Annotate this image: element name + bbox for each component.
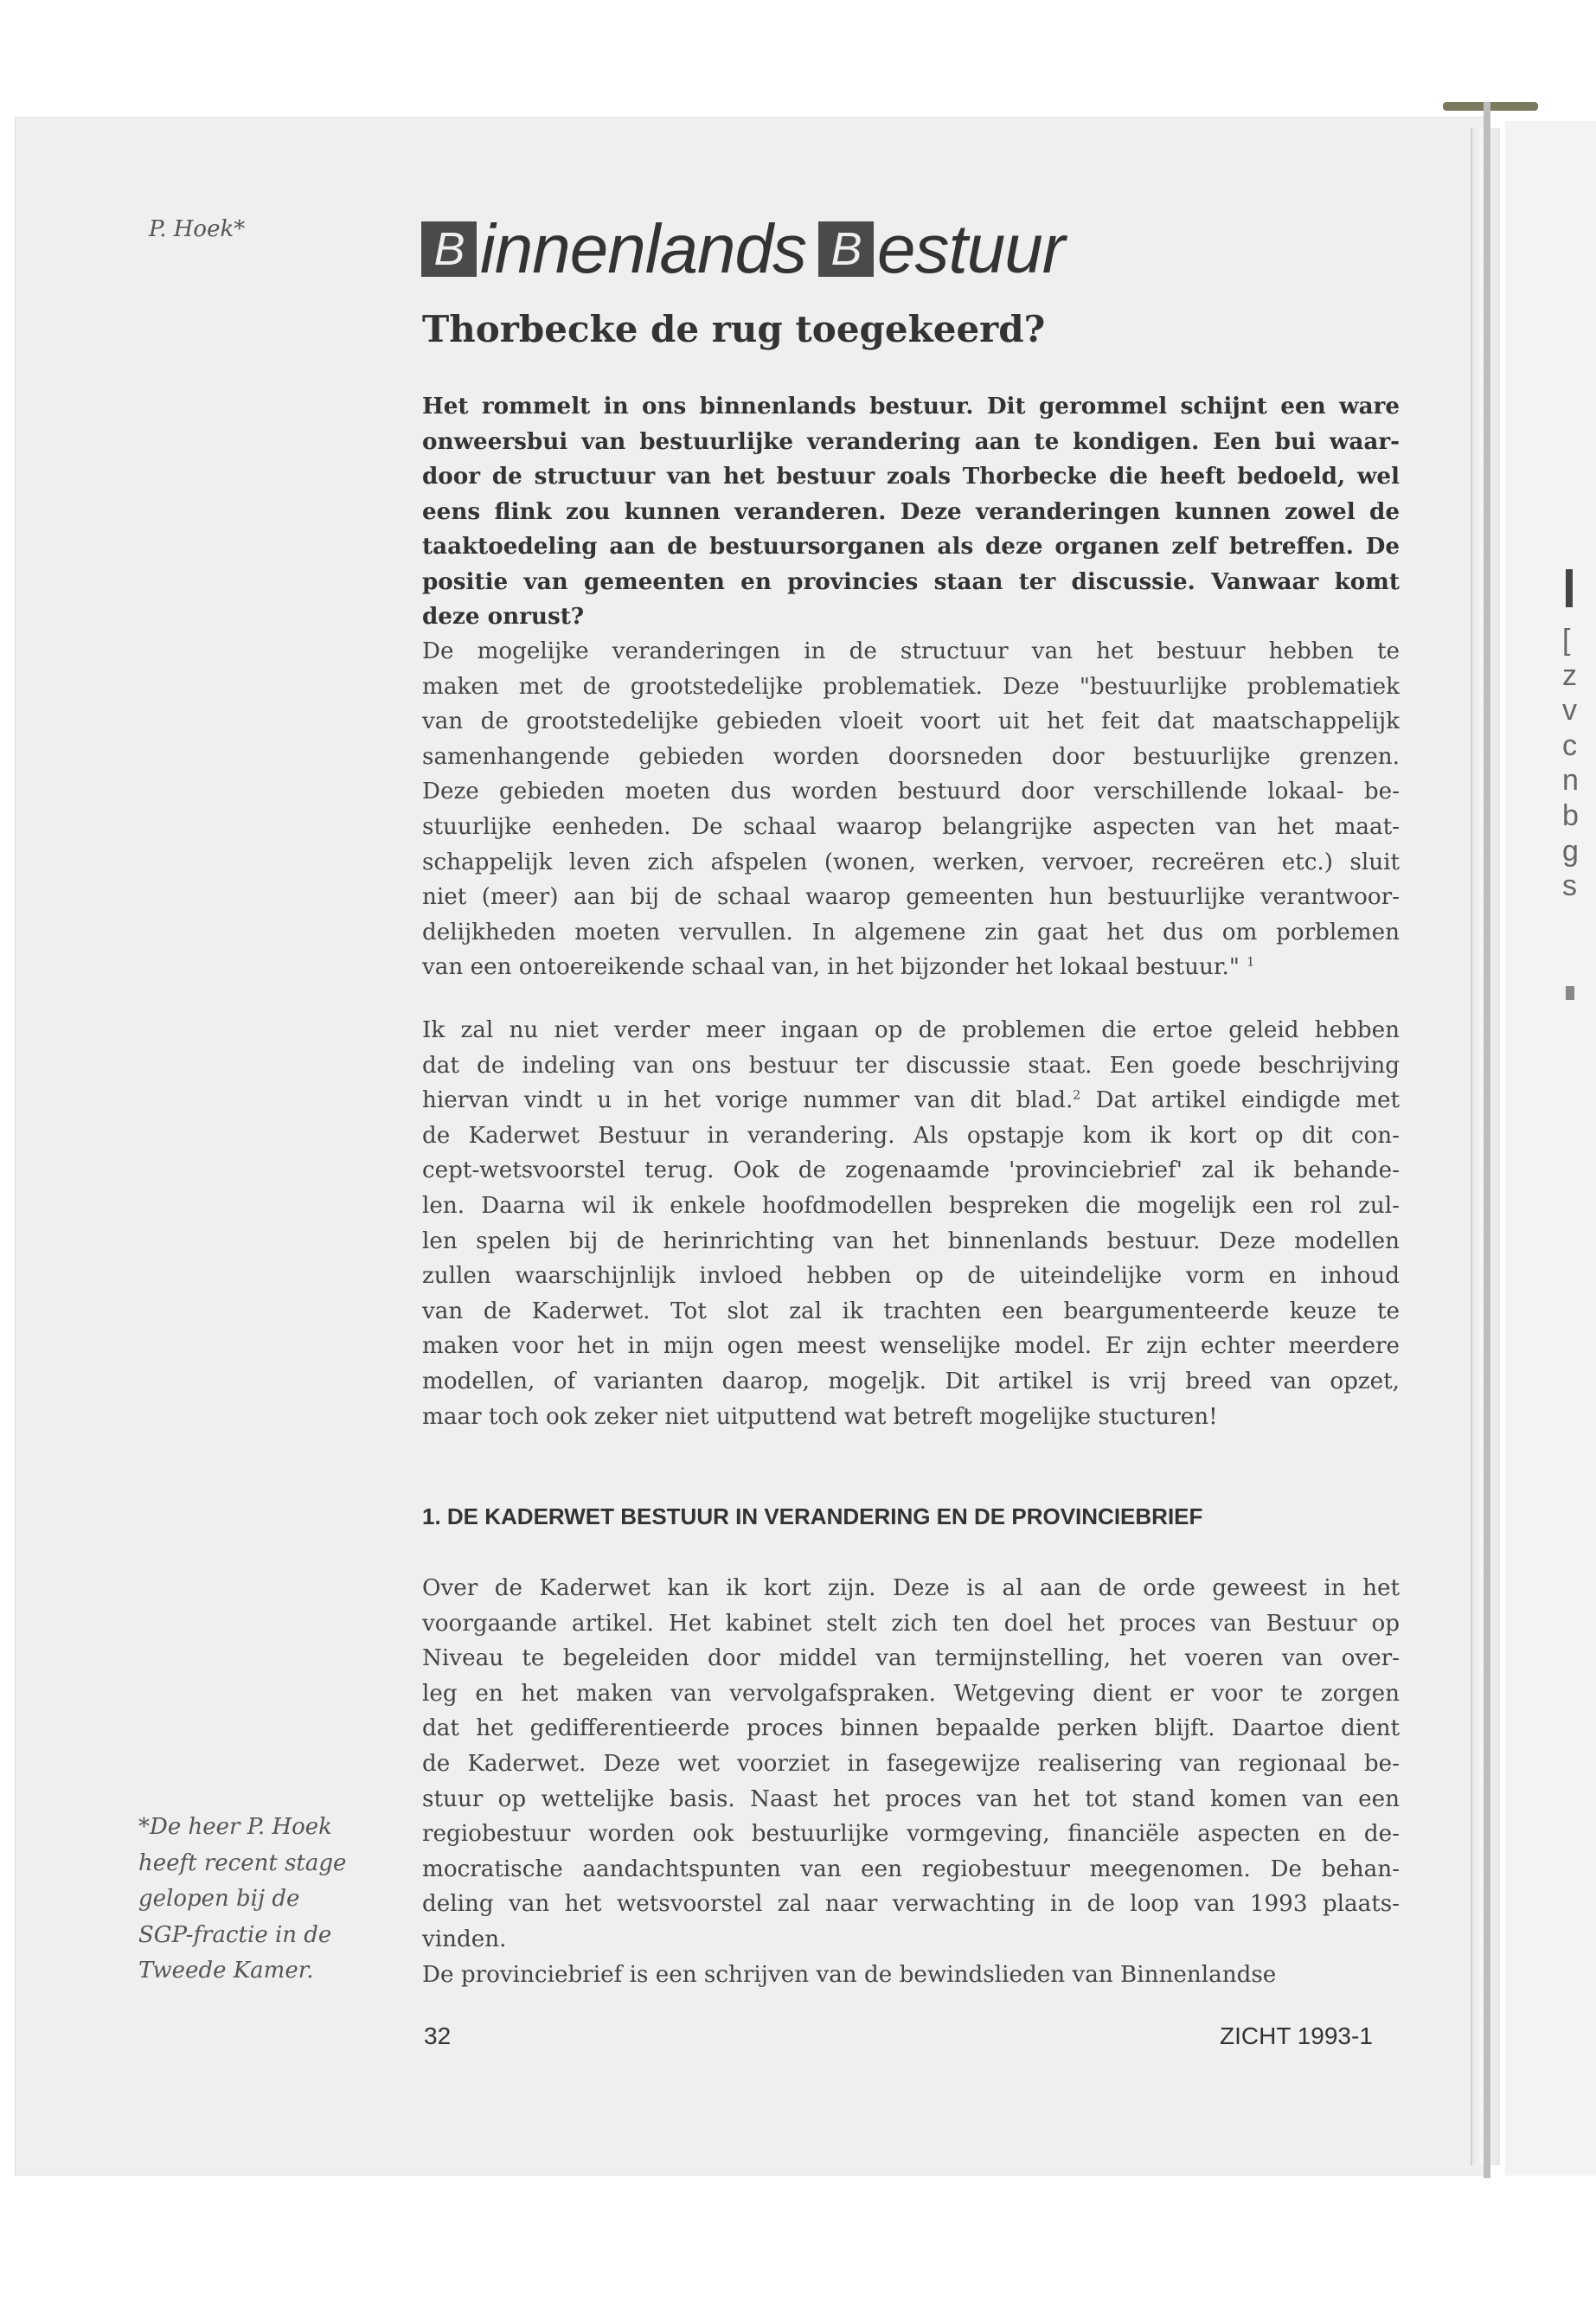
body-line: maar toch ook zeker niet uitputtend wat betreft mogelijke stucturen! <box>422 1403 1218 1430</box>
adjacent-page-marker <box>1566 569 1573 607</box>
body-line: hiervan vindt u in het vorige nummer van dit blad.$^2$ Dat artikel eindigde met <box>422 1087 1400 1114</box>
body-line: schappelijk leven zich afspelen (wonen, werken, vervoer, recreëren etc.) sluit <box>422 849 1400 875</box>
lead-line: taaktoedeling aan de bestuursorganen als deze organen zelf betreffen. De <box>422 533 1400 560</box>
binding-spine <box>1484 102 1490 2178</box>
footnote-line: gelopen bij de <box>138 1886 300 1912</box>
lead-paragraph <box>422 389 1400 635</box>
lead-line: eens flink zou kunnen veranderen. Deze veranderingen kunnen zowel de <box>422 497 1400 525</box>
footnote-reference: 2 <box>1073 1088 1081 1103</box>
body-line: Ik zal nu niet verder meer ingaan op de problemen die ertoe geleid hebben <box>422 1017 1400 1043</box>
lead-line: onweersbui van bestuurlijke verandering aan te kondigen. Een bui waar- <box>422 427 1400 455</box>
body-line: voorgaande artikel. Het kabinet stelt zich ten doel het proces van Bestuur op <box>422 1610 1400 1637</box>
body-line: regiobestuur worden ook bestuurlijke vormgeving, financiële aspecten en de- <box>422 1821 1400 1848</box>
footnote-line: Tweede Kamer. <box>138 1958 314 1984</box>
body-line: samenhangende gebieden worden doorsneden door bestuurlijke grenzen. <box>422 743 1400 770</box>
body-line: niet (meer) aan bij de schaal waarop gemeenten hun bestuurlijke verantwoor- <box>422 884 1400 911</box>
author-name: P. Hoek* <box>149 216 246 242</box>
body-line: mocratische aandachtspunten van een regiobestuur meegenomen. De behan- <box>422 1856 1400 1882</box>
body-line: zullen waarschijnlijk invloed hebben op de uiteindelijke vorm en inhoud <box>422 1263 1400 1290</box>
body-line: dat de indeling van ons bestuur ter discussie staat. Een goede beschrijving <box>422 1052 1400 1079</box>
body-line: len. Daarna wil ik enkele hoofdmodellen bespreken die mogelijk een rol zul- <box>422 1192 1400 1219</box>
body-line: van de Kaderwet. Tot slot zal ik trachten een beargumenteerde keuze te <box>422 1298 1400 1324</box>
body-line: van een ontoereikende schaal van, in het bijzonder het lokaal bestuur." $^1$ <box>422 954 1255 981</box>
lead-line: deze onrust? <box>422 603 585 630</box>
author-footnote <box>138 1810 363 1990</box>
body-line: modellen, of varianten daarop, mogeljk. Dit artikel is vrij breed van opzet, <box>422 1368 1400 1394</box>
masthead-initial-box: B <box>818 221 874 277</box>
section-heading: 1. DE KADERWET BESTUUR IN VERANDERING EN DE PROVINCIEBRIEF <box>422 1503 1203 1529</box>
paragraph-2 <box>422 1013 1400 1434</box>
lead-line: door de structuur van het bestuur zoals Thorbecke die heeft bedoeld, wel <box>422 463 1400 490</box>
body-line: len spelen bij de herinrichting van het binnenlands bestuur. Deze modellen <box>422 1227 1400 1254</box>
masthead <box>421 210 1065 287</box>
body-line: leg en het maken van vervolgafspraken. Wetgeving dient er voor te zorgen <box>422 1680 1400 1707</box>
body-line: maken voor het in mijn ogen meest wenselijke model. Er zijn echter meerdere <box>422 1333 1400 1360</box>
body-line: cept-wetsvoorstel terug. Ook de zogenaamde 'provinciebrief' zal ik behande- <box>422 1157 1400 1184</box>
body-line: De provinciebrief is een schrijven van de bewindslieden van Binnenlandse <box>422 1961 1277 1988</box>
adjacent-page <box>1505 121 1596 2176</box>
article-headline: Thorbecke de rug toegekeerd? <box>422 308 1046 350</box>
footnote-line: SGP-fractie in de <box>138 1921 332 1948</box>
body-line: De mogelijke veranderingen in de structuur van het bestuur hebben te <box>422 638 1400 664</box>
footnote-line: heeft recent stage <box>138 1849 347 1876</box>
body-line: dat het gedifferentieerde proces binnen bepaalde perken blijft. Daartoe dient <box>422 1715 1400 1742</box>
footnote-line: *De heer P. Hoek <box>138 1814 332 1840</box>
masthead-word: innenlands <box>480 210 806 287</box>
paragraph-1 <box>422 634 1400 985</box>
body-line: deling van het wetsvoorstel zal naar verwachting in de loop van 1993 plaats- <box>422 1891 1400 1918</box>
body-line: de Kaderwet Bestuur in verandering. Als opstapje kom ik kort op dit con- <box>422 1122 1400 1149</box>
body-line: stuur op wettelijke basis. Naast het proces van het tot stand komen van een <box>422 1785 1400 1812</box>
masthead-word: estuur <box>877 210 1065 287</box>
lead-line: Het rommelt in ons binnenlands bestuur. Dit gerommel schijnt een ware <box>422 393 1400 420</box>
body-line: de Kaderwet. Deze wet voorziet in fasegewijze realisering van regionaal be- <box>422 1750 1400 1777</box>
footnote-reference: 1 <box>1247 955 1255 970</box>
paragraph-3 <box>422 1571 1400 1992</box>
page-number: 32 <box>424 2022 452 2049</box>
binding-clip <box>1443 102 1538 111</box>
body-line: Over de Kaderwet kan ik kort zijn. Deze is al aan de orde geweest in het <box>422 1575 1400 1601</box>
lead-line: positie van gemeenten en provincies staan ter discussie. Vanwaar komt <box>422 567 1400 595</box>
adjacent-page-text: [ z v c n b g s <box>1562 624 1579 903</box>
adjacent-page-bullet <box>1566 986 1574 1000</box>
body-line: vinden. <box>422 1926 507 1952</box>
masthead-initial-box: B <box>421 221 477 277</box>
body-line: Niveau te begeleiden door middel van termijnstelling, het voeren van over- <box>422 1645 1400 1672</box>
body-line: van de grootstedelijke gebieden vloeit voort uit het feit dat maatschappelijk <box>422 708 1400 735</box>
journal-issue: ZICHT 1993-1 <box>1220 2022 1373 2049</box>
body-line: maken met de grootstedelijke problematiek. Deze "bestuurlijke problematiek <box>422 673 1400 700</box>
body-line: delijkheden moeten vervullen. In algemene zin gaat het dus om porblemen <box>422 919 1400 945</box>
body-line: Deze gebieden moeten dus worden bestuurd door verschillende lokaal- be- <box>422 779 1400 805</box>
body-line: stuurlijke eenheden. De schaal waarop belangrijke aspecten van het maat- <box>422 813 1400 840</box>
